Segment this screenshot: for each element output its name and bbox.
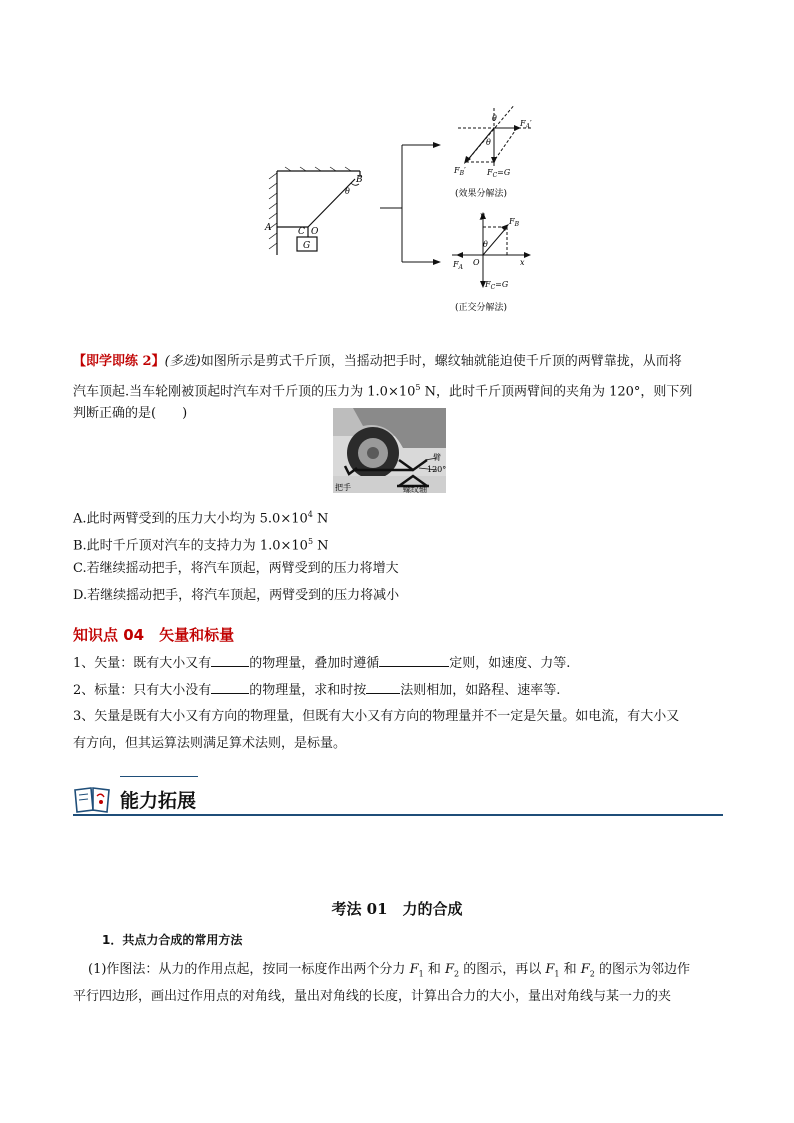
orth-O: O (473, 258, 480, 267)
ability-header (73, 776, 723, 816)
svg-text:FB: $F_B$ (509, 217, 519, 228)
ability-rule (73, 814, 723, 816)
exercise-line3: 判断正确的是( ) (73, 406, 188, 421)
knowledge-item3-line2: 有方向，但其运算法则满足算术法则，是标量。 (73, 736, 347, 751)
option-A[interactable]: A.此时两臂受到的压力大小均为 $5.0\times 10^4$ N (73, 510, 329, 527)
multi-select-tag: (多选) (164, 354, 201, 369)
label-G: G (303, 241, 311, 251)
force-decomposition-figure (255, 105, 555, 320)
blank-4[interactable] (366, 680, 400, 694)
knowledge-item1: 1、矢量：既有大小又有 的物理量，叠加时遵循 定则，如速度、力等. (73, 653, 570, 674)
car-jack-photo (333, 408, 446, 493)
effect-theta: θ (492, 114, 497, 123)
method-paragraph-line1: (1)作图法：从力的作用点起，按同一标度作出两个分力 $F_1$ 和 $F_2$ 的图示，再以 $F_1$ 和 $F_2$ 的图示为邻边作 (88, 962, 690, 979)
option-B[interactable]: B.此时千斤顶对汽车的支持力为 $1.0\times 10^5$ N (73, 537, 329, 554)
method-subtitle: 1．共点力合成的常用方法 (102, 933, 243, 947)
bracket-diagram (269, 167, 360, 255)
svg-text:FC=G: $F_C=G$ (485, 280, 509, 291)
photo-arm-label: 臂 (433, 453, 441, 462)
svg-text:FA′: $F_A'$ (520, 119, 532, 130)
orth-theta: θ (483, 240, 488, 249)
method-paragraph-line2: 平行四边形，画出过作用点的对角线，量出对角线的长度，计算出合力的大小，量出对角线与某一力的夹 (73, 989, 672, 1004)
orth-y: y (480, 211, 485, 220)
effect-theta2: θ (486, 138, 491, 147)
book-icon (73, 784, 113, 814)
photo-handle-label: 把手 (335, 483, 351, 492)
orth-FA: F (453, 260, 459, 269)
exercise-line2: 汽车顶起.当车轮刚被顶起时汽车对千斤顶的压力为 $1.0\times 10^5$ N，此时千斤顶两臂间的夹角为 120°，则下列 (73, 383, 693, 400)
effect-FC: F (487, 168, 493, 177)
connector-arrows (380, 145, 435, 262)
effect-caption: (效果分解法) (455, 189, 508, 199)
orth-caption: (正交分解法) (455, 303, 508, 313)
orth-FC: F (485, 280, 491, 289)
blank-3[interactable] (211, 680, 249, 694)
blank-2[interactable] (379, 653, 449, 667)
knowledge-title: 知识点 04 矢量和标量 (73, 626, 235, 644)
option-D[interactable]: D.若继续摇动把手，将汽车顶起，两臂受到的压力将减小 (73, 588, 400, 603)
label-A: A (265, 223, 272, 233)
photo-screw-label: 螺纹轴 (403, 485, 427, 493)
exercise-line1: 【即学即练 2】(多选)如图所示是剪式千斤顶，当摇动把手时，螺纹轴就能迫使千斤顶的两臂靠拢，从而将 (73, 354, 682, 369)
orth-x: x (520, 258, 525, 267)
svg-text:FB′: $F_B'$ (454, 166, 466, 177)
label-O: O (311, 227, 319, 237)
orth-FB: F (509, 217, 515, 226)
knowledge-item2: 2、标量：只有大小没有 的物理量，求和时按 法则相加，如路程、速率等. (73, 680, 560, 701)
svg-text:FA: $F_A$ (453, 260, 463, 271)
effect-FA: F (520, 119, 526, 128)
label-B: B (356, 175, 363, 185)
blank-1[interactable] (211, 653, 249, 667)
photo-angle-label: 120° (427, 465, 446, 474)
label-C: C (298, 227, 305, 237)
svg-text:FC=G: $F_C=G$ (487, 168, 511, 179)
ability-title: 能力拓展 (120, 790, 197, 812)
effect-FB: F (454, 166, 460, 175)
label-theta: θ (345, 187, 350, 196)
option-C[interactable]: C.若继续摇动把手，将汽车顶起，两臂受到的压力将增大 (73, 561, 399, 576)
exercise-tag: 【即学即练 2】 (73, 354, 165, 369)
method-title: 考法 01 力的合成 (331, 900, 463, 918)
knowledge-item3-line1: 3、矢量是既有大小又有方向的物理量，但既有大小又有方向的物理量并不一定是矢量。如电流，有大小又 (73, 709, 680, 724)
